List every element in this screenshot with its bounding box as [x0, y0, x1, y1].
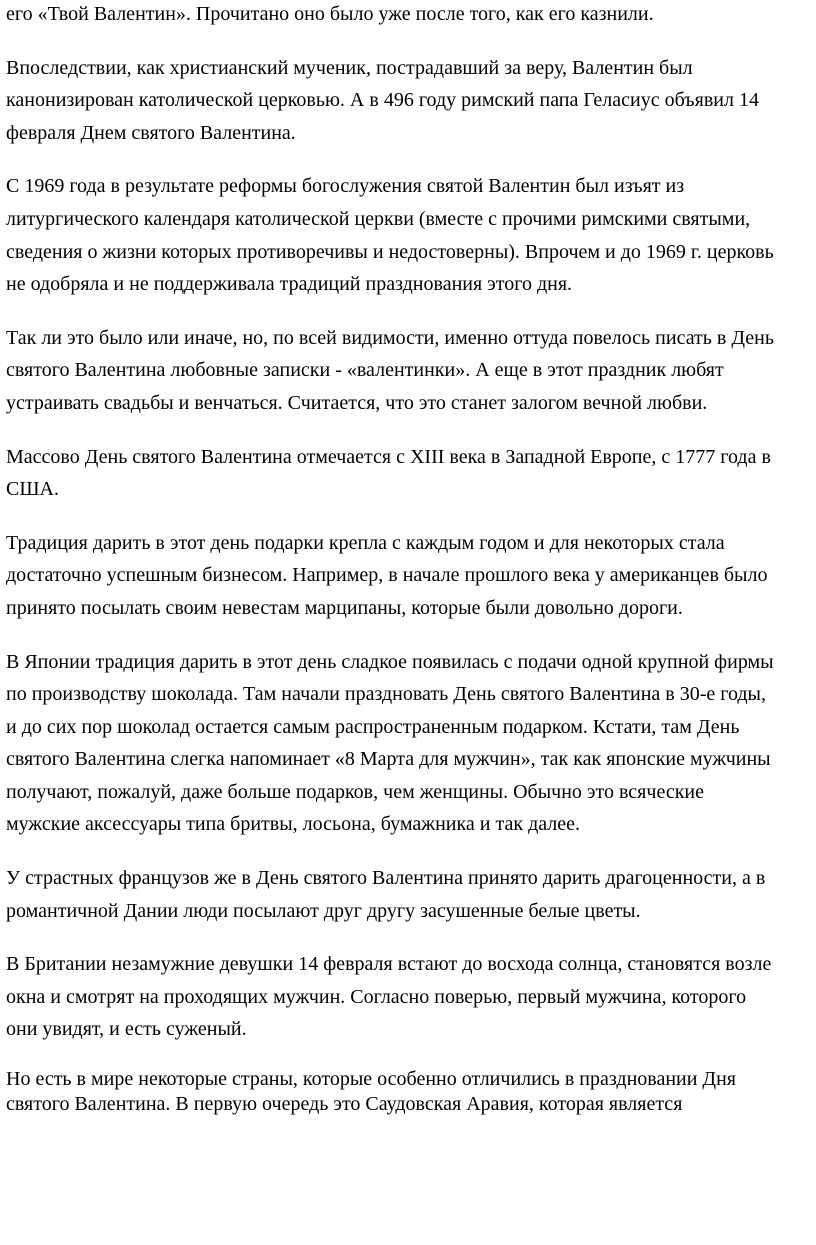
paragraph-canonization: Впоследствии, как христианский мученик, пострадавший за веру, Валентин был канонизирован католической церковью. А в 496 году римский папа Геласиус объявил 14 февраля Днем святого Валентина. [6, 56, 759, 144]
paragraph-japan: В Японии традиция дарить в этот день сладкое появилась с подачи одной крупной фирмы по производству шоколада. Там начали праздновать День святого Валентина в 30-е годы, и до сих пор шоколад остается самым распространенным подарком. Кстати, там День святого Валентина слегка напоминает «8 Марта для мужчин», так как японские мужчины получают, пожалуй, даже больше подарков, чем женщины. Обычно это всяческие мужские аксессуары типа бритвы, лосьона, бумажника и так далее. [6, 650, 774, 836]
paragraph-other-countries: Но есть в мире некоторые страны, которые особенно отличились в праздновании Дня святого Валентина. В первую очередь это Саудовская Аравия, которая является [6, 1068, 736, 1116]
paragraph-britain: В Британии незамужние девушки 14 февраля встают до восхода солнца, становятся возле окна и смотрят на проходящих мужчин. Согласно поверью, первый мужчина, которого они увидят, и есть суженый. [6, 953, 772, 1041]
paragraph-execution: его «Твой Валентин». Прочитано оно было уже после того, как его казнили. [6, 3, 654, 25]
paragraph-mass-celebration: Массово День святого Валентина отмечается с XIII века в Западной Европе, с 1777 года в США. [6, 445, 771, 501]
document-page [6, 0, 812, 1117]
paragraph-valentines-cards: Так ли это было или иначе, но, по всей видимости, именно оттуда повелось писать в День святого Валентина любовные записки - «валентинки». А еще в этот праздник любят устраивать свадьбы и венчаться. Считается, что это станет залогом вечной любви. [6, 326, 774, 414]
paragraph-france-denmark: У страстных французов же в День святого Валентина принято дарить драгоценности, а в романтичной Дании люди посылают друг другу засушенные белые цветы. [6, 867, 766, 922]
paragraph-calendar-reform: С 1969 года в результате реформы богослужения святой Валентин был изъят из литургического календаря католической церкви (вместе с прочими римскими святыми, сведения о жизни которых противоречивы и недостоверны). Впрочем и до 1969 г. церковь не одобряла и не поддерживала традиций празднования этого дня. [6, 175, 774, 296]
paragraph-gift-tradition: Традиция дарить в этот день подарки крепла с каждым годом и для некоторых стала достаточно успешным бизнесом. Например, в начале прошлого века у американцев было принято посылать своим невестам марципаны, которые были довольно дороги. [6, 531, 768, 619]
